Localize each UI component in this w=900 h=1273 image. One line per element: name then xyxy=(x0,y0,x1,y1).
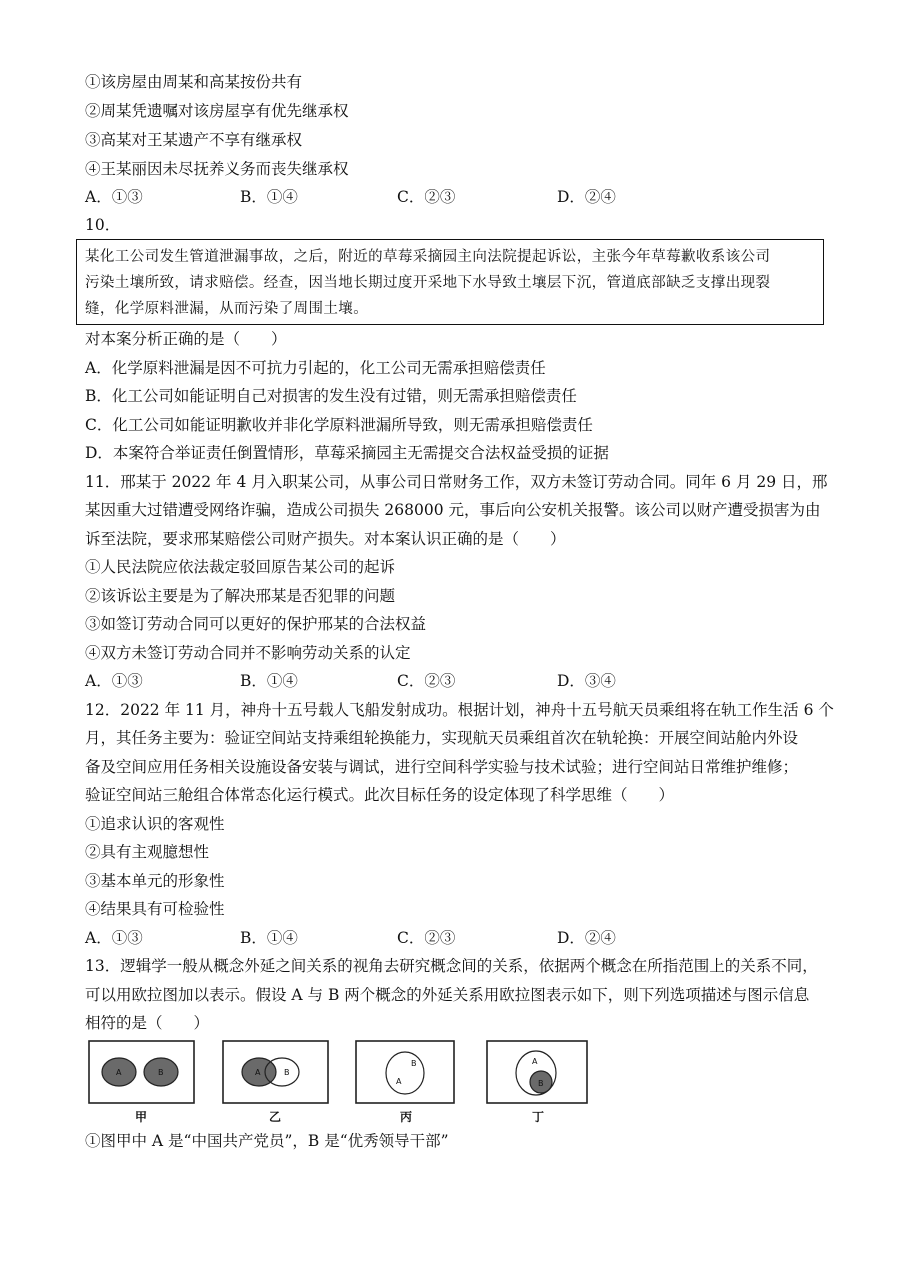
q11-statement-3: ③如签订劳动合同可以更好的保护邢某的合法权益 xyxy=(85,615,427,633)
q11-statement-4: ④双方未签订劳动合同并不影响劳动关系的认定 xyxy=(85,644,411,662)
q9-statement-1: ①该房屋由周某和高某按份共有 xyxy=(85,73,303,91)
q10-choice-a: A．化学原料泄漏是因不可抗力引起的，化工公司无需承担赔偿责任 xyxy=(85,359,546,377)
q11-statement-2: ②该诉讼主要是为了解决邢某是否犯罪的问题 xyxy=(85,587,396,605)
q11-stem-line-1: 11．邢某于 2022 年 4 月入职某公司，从事公司日常财务工作，双方未签订劳动合同。同年 6 月 29 日，邢 xyxy=(85,473,828,491)
q13-stem-line-2: 可以用欧拉图加以表示。假设 A 与 B 两个概念的外延关系用欧拉图表示如下，则下列选项描述与图示信息 xyxy=(85,986,810,1004)
q12-option-d: D．②④ xyxy=(557,929,616,947)
euler-diagram-yi xyxy=(222,1040,329,1104)
label-a: A xyxy=(116,1068,122,1077)
q10-case-box xyxy=(76,239,824,325)
q9-option-a: A．①③ xyxy=(85,188,143,206)
q12-statement-2: ②具有主观臆想性 xyxy=(85,843,210,861)
q11-stem-line-3: 诉至法院，要求邢某赔偿公司财产损失。对本案认识正确的是（ ） xyxy=(85,530,566,548)
q10-choice-b: B．化工公司如能证明自己对损害的发生没有过错，则无需承担赔偿责任 xyxy=(85,387,577,405)
euler-diagram-jia xyxy=(88,1040,195,1104)
q13-stem-line-1: 13．逻辑学一般从概念外延之间关系的视角去研究概念间的关系，依据两个概念在所指范围上的关系不同， xyxy=(85,957,818,975)
label-b: B xyxy=(411,1059,417,1068)
q10-choice-d: D．本案符合举证责任倒置情形，草莓采摘园主无需提交合法权益受损的证据 xyxy=(85,444,609,462)
q9-statement-4: ④王某丽因未尽抚养义务而丧失继承权 xyxy=(85,160,349,178)
q11-stem-line-2: 某因重大过错遭受网络诈骗，造成公司损失 268000 元，事后向公安机关报警。该公司以财产遭受损害为由 xyxy=(85,501,821,519)
q10-case-line-1: 某化工公司发生管道泄漏事故，之后，附近的草莓采摘园主向法院提起诉讼，主张今年草莓歉收系该公司 xyxy=(85,249,771,265)
caption-jia: 甲 xyxy=(135,1110,148,1124)
q10-case-line-2: 污染土壤所致，请求赔偿。经查，因当地长期过度开采地下水导致土壤层下沉，管道底部缺乏支撑出现裂 xyxy=(85,275,771,291)
q10-choice-c: C．化工公司如能证明歉收并非化学原料泄漏所导致，则无需承担赔偿责任 xyxy=(85,416,593,434)
q11-options xyxy=(85,671,805,691)
q13-stem-line-3: 相符的是（ ） xyxy=(85,1014,210,1032)
caption-ding: 丁 xyxy=(532,1110,545,1124)
q12-options xyxy=(85,928,805,948)
q10-case-line-3: 缝，化学原料泄漏，从而污染了周围土壤。 xyxy=(85,301,369,317)
q11-option-d: D．③④ xyxy=(557,672,616,690)
q9-option-d: D．②④ xyxy=(557,188,616,206)
label-a: A xyxy=(532,1057,538,1066)
q11-statement-1: ①人民法院应依法裁定驳回原告某公司的起诉 xyxy=(85,558,396,576)
label-b: B xyxy=(158,1068,164,1077)
q12-statement-4: ④结果具有可检验性 xyxy=(85,900,225,918)
label-a: A xyxy=(255,1068,261,1077)
q12-stem-line-4: 验证空间站三舱组合体常态化运行模式。此次目标任务的设定体现了科学思维（ ） xyxy=(85,786,675,804)
euler-diagram-bing xyxy=(355,1040,455,1104)
q9-option-c: C．②③ xyxy=(397,188,456,206)
q10-stem: 对本案分析正确的是（ ） xyxy=(85,330,287,348)
q12-statement-3: ③基本单元的形象性 xyxy=(85,872,225,890)
q12-option-c: C．②③ xyxy=(397,929,456,947)
q9-options xyxy=(85,187,805,207)
q12-statement-1: ①追求认识的客观性 xyxy=(85,815,225,833)
q13-statement-1: ①图甲中 A 是“中国共产党员”，B 是“优秀领导干部” xyxy=(85,1132,449,1150)
q11-option-b: B．①④ xyxy=(240,672,298,690)
q12-stem-line-1: 12．2022 年 11 月，神舟十五号载人飞船发射成功。根据计划，神舟十五号航天员乘组将在轨工作生活 6 个 xyxy=(85,701,834,719)
q11-option-a: A．①③ xyxy=(85,672,143,690)
q12-option-a: A．①③ xyxy=(85,929,143,947)
q9-statement-2: ②周某凭遗嘱对该房屋享有优先继承权 xyxy=(85,102,349,120)
label-a: A xyxy=(396,1077,402,1086)
q9-statement-3: ③高某对王某遗产不享有继承权 xyxy=(85,131,303,149)
label-b: B xyxy=(284,1068,290,1077)
caption-yi: 乙 xyxy=(269,1110,282,1124)
label-b: B xyxy=(538,1079,544,1088)
q10-number: 10． xyxy=(85,216,121,234)
q12-stem-line-3: 备及空间应用任务相关设施设备安装与调试，进行空间科学实验与技术试验；进行空间站日常维护维修； xyxy=(85,758,799,776)
q12-stem-line-2: 月，其任务主要为：验证空间站支持乘组轮换能力，实现航天员乘组首次在轨轮换：开展空间站舱内外设 xyxy=(85,729,799,747)
euler-diagram-ding xyxy=(486,1040,588,1104)
q11-option-c: C．②③ xyxy=(397,672,456,690)
q12-option-b: B．①④ xyxy=(240,929,298,947)
caption-bing: 丙 xyxy=(400,1110,413,1124)
q9-option-b: B．①④ xyxy=(240,188,298,206)
